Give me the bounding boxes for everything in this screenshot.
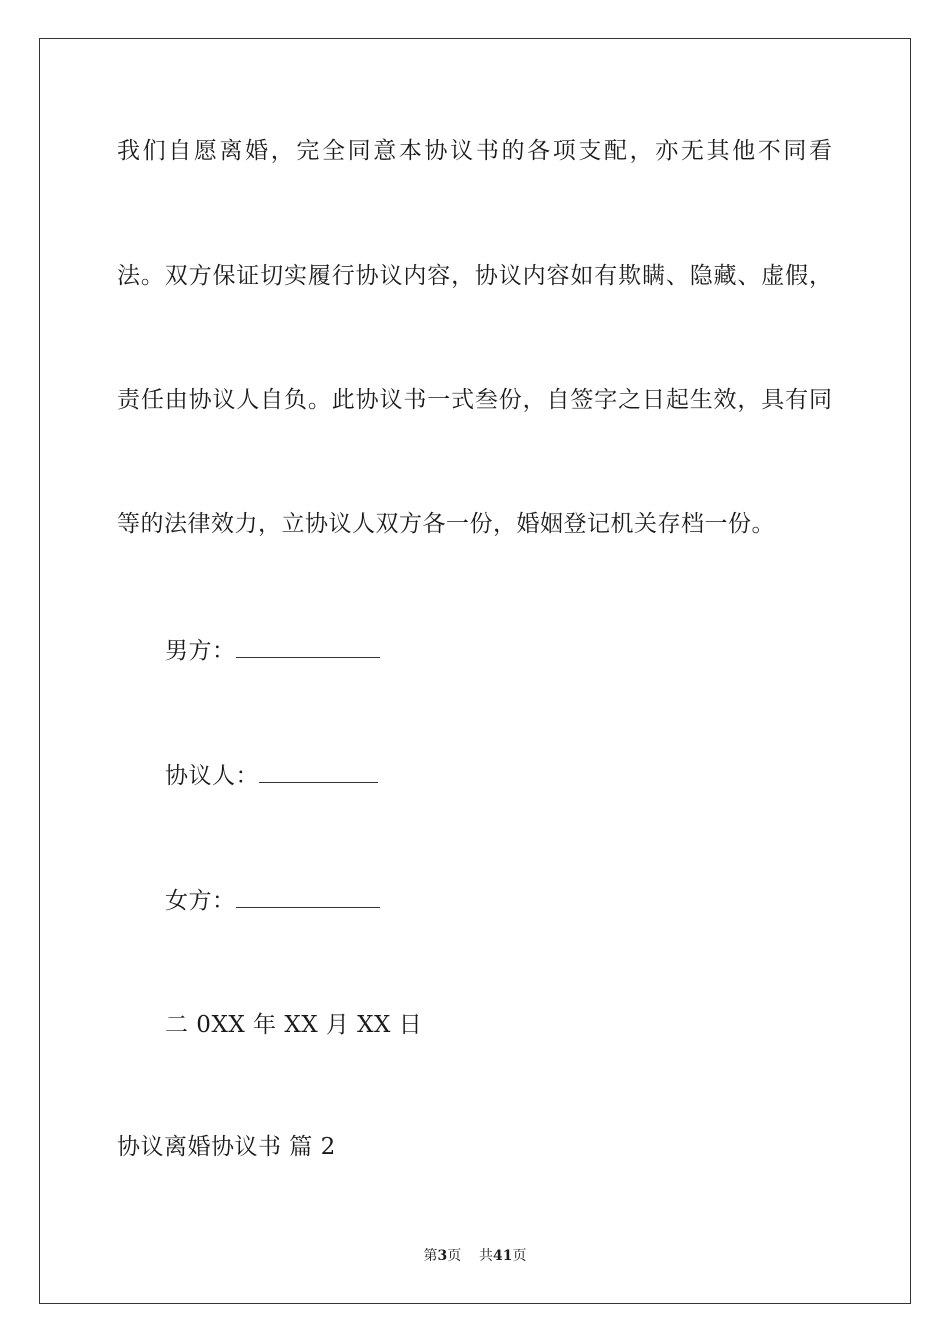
footer-total-prefix: 共 — [479, 1248, 494, 1264]
agreement-party-signature-label: 协议人： — [165, 763, 259, 789]
footer-page-prefix: 第 — [423, 1248, 438, 1264]
paragraph-line-4: 等的法律效力，立协议人双方各一份，婚姻登记机关存档一份。 — [117, 511, 775, 537]
footer-page-suffix: 页 — [447, 1248, 462, 1264]
male-signature-label: 男方： — [165, 638, 236, 664]
footer-total-pages: 41 — [493, 1248, 513, 1264]
footer-page-number: 3 — [437, 1248, 448, 1264]
paragraph-line-2: 法。双方保证切实履行协议内容，协议内容如有欺瞒、隐藏、虚假， — [117, 263, 832, 289]
agreement-party-signature-blank — [259, 760, 378, 783]
male-signature-blank — [236, 635, 380, 658]
date-line: 二 0XX 年 XX 月 XX 日 — [165, 1012, 423, 1038]
page-footer — [0, 1247, 950, 1265]
section-heading: 协议离婚协议书 篇 2 — [117, 1134, 336, 1160]
paragraph-line-1: 我们自愿离婚，完全同意本协议书的各项支配，亦无其他不同看 — [117, 138, 832, 164]
female-signature-blank — [236, 885, 380, 908]
paragraph-line-3: 责任由协议人自负。此协议书一式叁份，自签字之日起生效，具有同 — [117, 387, 832, 413]
female-signature-line — [165, 885, 380, 916]
male-signature-line — [165, 635, 380, 666]
female-signature-label: 女方： — [165, 888, 236, 914]
page-border — [39, 38, 911, 1304]
agreement-party-signature-line — [165, 760, 378, 791]
footer-total-suffix: 页 — [512, 1248, 527, 1264]
